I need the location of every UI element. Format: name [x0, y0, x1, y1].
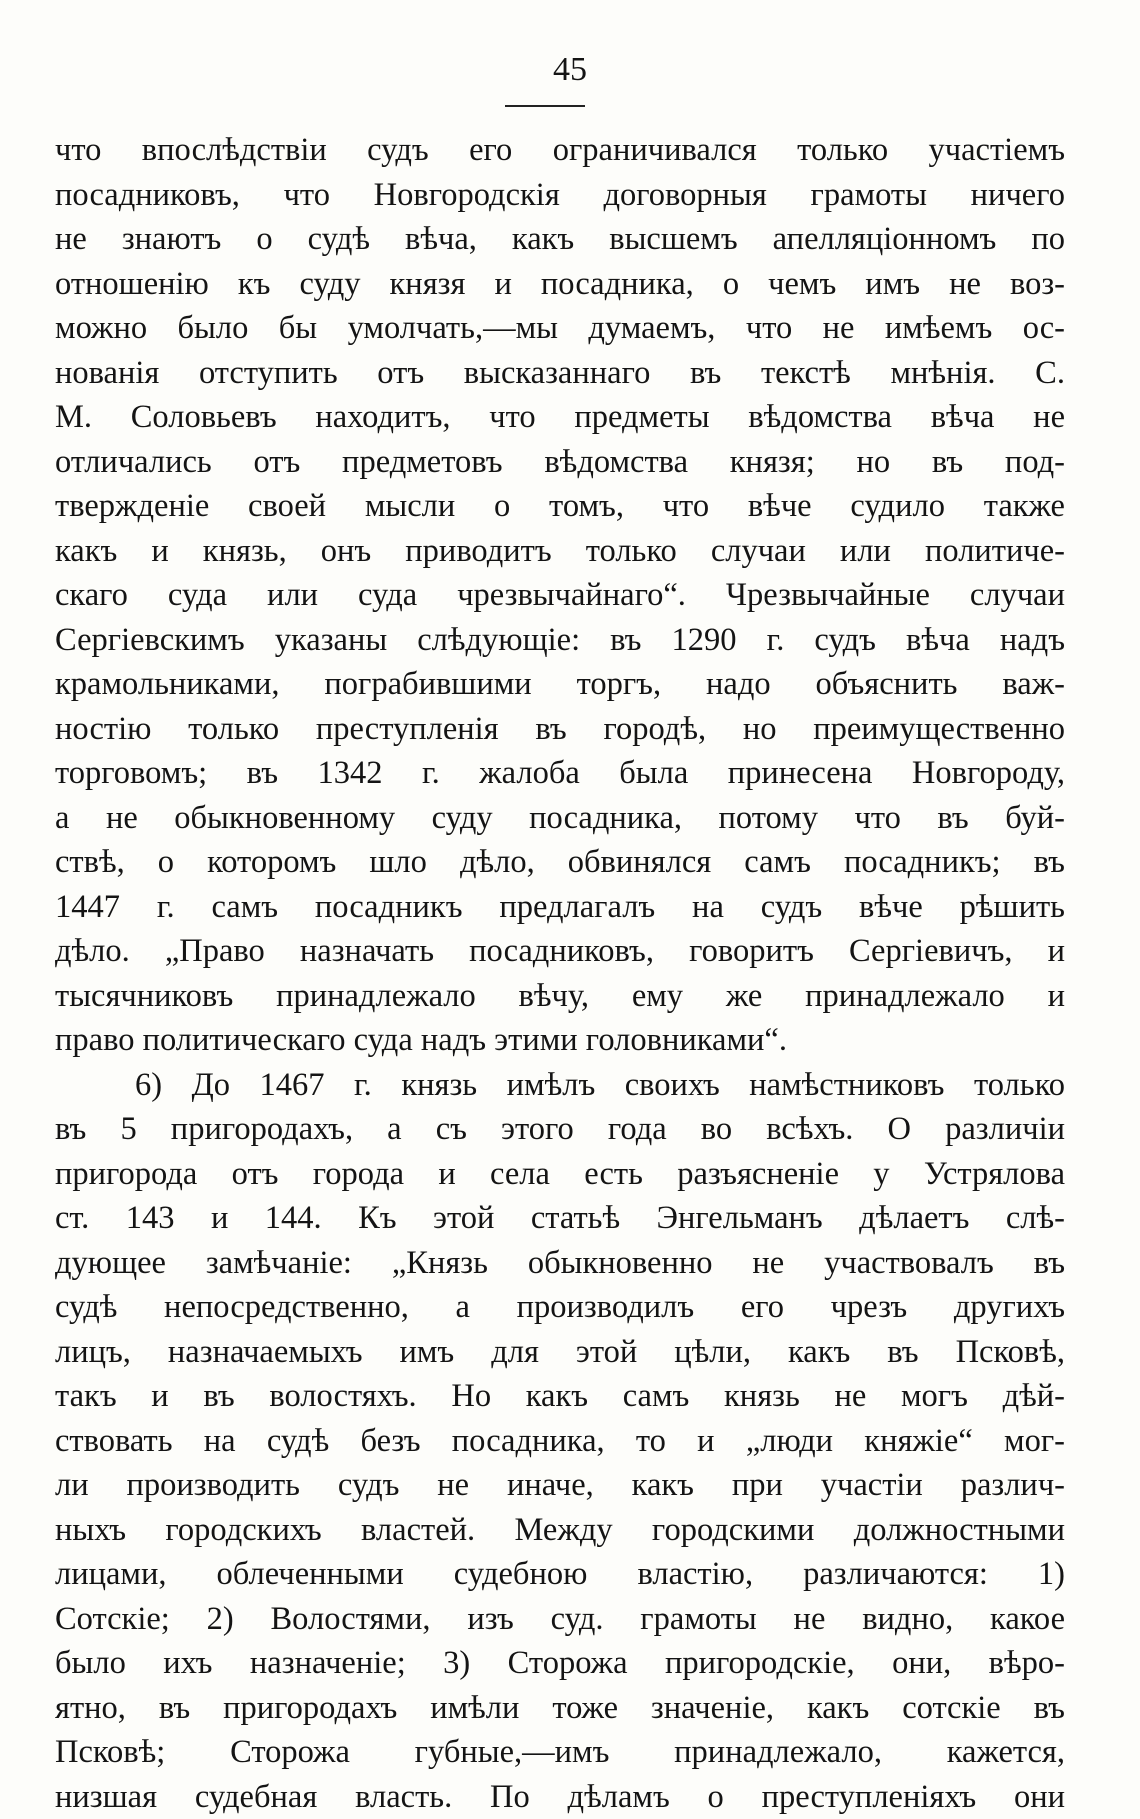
- text-line: не знаютъ о судѣ вѣча, какъ высшемъ апелляціонномъ по: [55, 217, 1065, 262]
- page-number: 45: [0, 48, 1140, 92]
- text-line: отношенію къ суду князя и посадника, о чемъ имъ не воз-: [55, 262, 1065, 307]
- text-line: судѣ непосредственно, а производилъ его чрезъ другихъ: [55, 1285, 1065, 1330]
- text-line: торговомъ; въ 1342 г. жалоба была принесена Новгороду,: [55, 751, 1065, 796]
- text-line: отличались отъ предметовъ вѣдомства князя; но въ под-: [55, 440, 1065, 485]
- text-line: тысячниковъ принадлежало вѣчу, ему же принадлежало и: [55, 974, 1065, 1019]
- text-line: крамольниками, пограбившими торгъ, надо объяснить важ-: [55, 662, 1065, 707]
- text-line: Сергіевскимъ указаны слѣдующіе: въ 1290 г. судъ вѣча надъ: [55, 618, 1065, 663]
- text-line: Псковѣ; Сторожа губные,—имъ принадлежало, кажется,: [55, 1730, 1065, 1775]
- text-line: было ихъ назначеніе; 3) Сторожа пригородскіе, они, вѣро-: [55, 1641, 1065, 1686]
- text-line: ли производить судъ не иначе, какъ при участіи различ-: [55, 1463, 1065, 1508]
- text-line: ствовать на судѣ безъ посадника, то и „люди княжіе“ мог-: [55, 1419, 1065, 1464]
- text-line: 6) До 1467 г. князь имѣлъ своихъ намѣстниковъ только: [55, 1063, 1065, 1108]
- text-line: М. Соловьевъ находитъ, что предметы вѣдомства вѣча не: [55, 395, 1065, 440]
- text-line: твержденіе своей мысли о томъ, что вѣче судило также: [55, 484, 1065, 529]
- text-line: посадниковъ, что Новгородскія договорныя грамоты ничего: [55, 173, 1065, 218]
- text-line: право политическаго суда надъ этими головниками“.: [55, 1018, 1065, 1063]
- text-line: ст. 143 и 144. Къ этой статьѣ Энгельманъ дѣлаетъ слѣ-: [55, 1196, 1065, 1241]
- text-line: дѣло. „Право назначать посадниковъ, говоритъ Сергіевичъ, и: [55, 929, 1065, 974]
- text-line: скаго суда или суда чрезвычайнаго“. Чрезвычайные случаи: [55, 573, 1065, 618]
- text-line: какъ и князь, онъ приводитъ только случаи или политиче-: [55, 529, 1065, 574]
- text-line: ныхъ городскихъ властей. Между городскими должностными: [55, 1508, 1065, 1553]
- text-line: ствѣ, о которомъ шло дѣло, обвинялся самъ посадникъ; въ: [55, 840, 1065, 885]
- text-line: лицъ, назначаемыхъ имъ для этой цѣли, какъ въ Псковѣ,: [55, 1330, 1065, 1375]
- text-line: дующее замѣчаніе: „Князь обыкновенно не участвовалъ въ: [55, 1241, 1065, 1286]
- text-line: 1447 г. самъ посадникъ предлагалъ на судъ вѣче рѣшить: [55, 885, 1065, 930]
- text-line: а не обыкновенному суду посадника, потому что въ буй-: [55, 796, 1065, 841]
- text-line: нованія отступить отъ высказаннаго въ текстѣ мнѣнія. С.: [55, 351, 1065, 396]
- text-line: ностію только преступленія въ городѣ, но преимущественно: [55, 707, 1065, 752]
- text-line: въ 5 пригородахъ, а съ этого года во всѣхъ. О различіи: [55, 1107, 1065, 1152]
- text-line: Сотскіе; 2) Волостями, изъ суд. грамоты не видно, какое: [55, 1597, 1065, 1642]
- text-line: такъ и въ волостяхъ. Но какъ самъ князь не могъ дѣй-: [55, 1374, 1065, 1419]
- text-line: низшая судебная власть. По дѣламъ о преступленіяхъ они: [55, 1775, 1065, 1819]
- body-text: [55, 128, 1065, 1819]
- text-line: что впослѣдствіи судъ его ограничивался только участіемъ: [55, 128, 1065, 173]
- text-line: лицами, облеченными судебною властію, различаются: 1): [55, 1552, 1065, 1597]
- text-line: пригорода отъ города и села есть разъясненіе у Устрялова: [55, 1152, 1065, 1197]
- text-line: можно было бы умолчать,—мы думаемъ, что не имѣемъ ос-: [55, 306, 1065, 351]
- text-line: ятно, въ пригородахъ имѣли тоже значеніе, какъ сотскіе въ: [55, 1686, 1065, 1731]
- page-number-rule: [505, 105, 585, 107]
